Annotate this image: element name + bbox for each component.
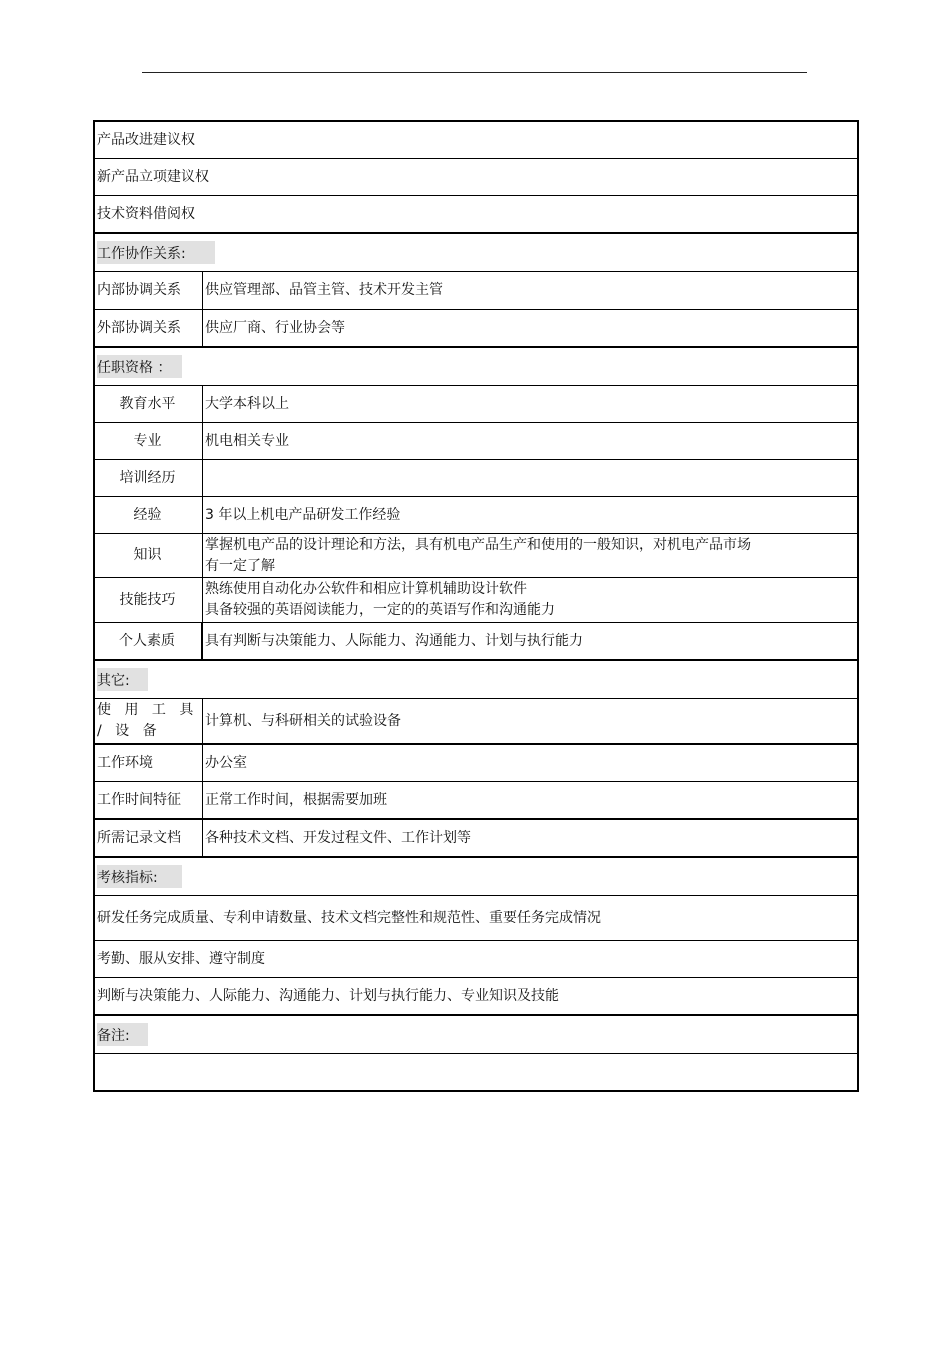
section-header-row — [95, 234, 857, 272]
knowledge-line: 有一定了解 — [205, 557, 275, 574]
education-value: 大学本科以上 — [205, 395, 289, 412]
table-row — [95, 497, 857, 534]
required-docs-label: 所需记录文档 — [97, 820, 203, 856]
major-label: 专业 — [97, 423, 203, 459]
skills-line: 具备较强的英语阅读能力，一定的的英语写作和沟通能力 — [205, 602, 555, 618]
personal-quality-label: 个人素质 — [97, 623, 203, 659]
table-row — [95, 423, 857, 460]
knowledge-label: 知识 — [97, 534, 203, 577]
table-row — [95, 745, 857, 782]
assessment-item: 考勤、服从安排、遵守制度 — [97, 950, 265, 967]
job-description-table — [93, 120, 859, 1092]
table-row — [95, 941, 857, 978]
table-row — [95, 699, 857, 745]
education-label: 教育水平 — [97, 386, 203, 422]
section-title-qualifications: 任职资格 ： — [97, 355, 182, 378]
remarks-content — [97, 1054, 855, 1090]
experience-value: 3 年以上机电产品研发工作经验 — [205, 506, 401, 523]
table-row — [95, 1054, 857, 1090]
table-row — [95, 196, 857, 234]
table-row — [95, 578, 857, 623]
tools-label-cell — [97, 699, 203, 743]
right-item: 新产品立项建议权 — [97, 168, 209, 185]
external-coordination-label: 外部协调关系 — [97, 310, 203, 346]
table-row — [95, 122, 857, 159]
tools-value: 计算机、与科研相关的试验设备 — [205, 712, 401, 729]
knowledge-line: 掌握机电产品的设计理论和方法，具有机电产品生产和使用的一般知识，对机电产品市场 — [205, 536, 751, 553]
table-row — [95, 460, 857, 497]
section-title-assessment: 考核指标: — [97, 865, 182, 888]
experience-label: 经验 — [97, 497, 203, 533]
skills-label: 技能技巧 — [97, 578, 203, 622]
work-time-value: 正常工作时间，根据需要加班 — [205, 791, 387, 808]
table-row — [95, 623, 857, 661]
assessment-item: 研发任务完成质量、专利申请数量、技术文档完整性和规范性、重要任务完成情况 — [97, 909, 601, 926]
external-coordination-value: 供应厂商、行业协会等 — [205, 319, 345, 336]
table-row — [95, 782, 857, 820]
training-value — [203, 460, 853, 496]
personal-quality-value: 具有判断与决策能力、人际能力、沟通能力、计划与执行能力 — [205, 632, 583, 649]
section-header-row — [95, 858, 857, 896]
right-item: 技术资料借阅权 — [97, 205, 195, 222]
table-row — [95, 820, 857, 858]
section-header-row — [95, 1016, 857, 1054]
required-docs-value: 各种技术文档、开发过程文件、工作计划等 — [205, 829, 471, 846]
right-item: 产品改进建议权 — [97, 131, 195, 148]
assessment-item: 判断与决策能力、人际能力、沟通能力、计划与执行能力、专业知识及技能 — [97, 987, 559, 1004]
table-row — [95, 978, 857, 1016]
section-header-row — [95, 661, 857, 699]
work-time-label: 工作时间特征 — [97, 782, 203, 818]
table-row — [95, 159, 857, 196]
table-row — [95, 534, 857, 578]
internal-coordination-label: 内部协调关系 — [97, 272, 203, 309]
internal-coordination-value: 供应管理部、品管主管、技术开发主管 — [205, 282, 443, 298]
section-header-row — [95, 348, 857, 386]
tools-label: 使 用 工 具 / 设 备 — [97, 702, 198, 739]
header-rule — [142, 72, 807, 73]
environment-value: 办公室 — [205, 754, 247, 771]
training-label: 培训经历 — [97, 460, 203, 496]
knowledge-value — [203, 534, 853, 577]
section-title-coordination: 工作协作关系: — [97, 241, 215, 264]
major-value: 机电相关专业 — [205, 432, 289, 449]
section-title-remarks: 备注: — [97, 1023, 148, 1046]
skills-value — [203, 578, 853, 622]
table-row — [95, 272, 857, 310]
table-row — [95, 896, 857, 941]
section-title-other: 其它: — [97, 668, 148, 691]
table-row — [95, 310, 857, 348]
environment-label: 工作环境 — [97, 745, 203, 781]
table-row — [95, 386, 857, 423]
skills-line: 熟练使用自动化办公软件和相应计算机辅助设计软件 — [205, 581, 527, 597]
